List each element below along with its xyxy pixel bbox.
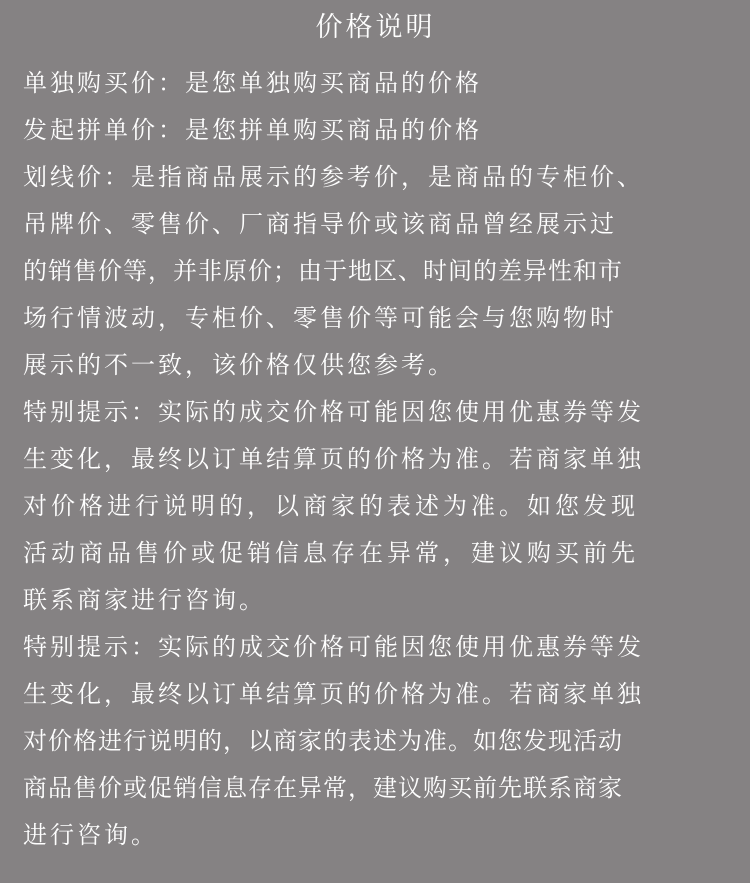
paragraph-line: 对价格进行说明的，以商家的表述为准。如您发现活动: [23, 727, 623, 755]
paragraph-line: 进行咨询。: [23, 821, 158, 849]
paragraph-line-group-buy: 发起拼单价：是您拼单购买商品的价格: [23, 116, 482, 144]
paragraph-line: 特别提示：实际的成交价格可能因您使用优惠券等发: [23, 633, 644, 661]
paragraph-line: 的销售价等，并非原价；由于地区、时间的差异性和市: [23, 257, 623, 285]
paragraph-line: 对价格进行说明的，以商家的表述为准。如您发现: [23, 492, 639, 520]
paragraph-line-single-buy: 单独购买价：是您单独购买商品的价格: [23, 69, 482, 97]
paragraph-line: 展示的不一致，该价格仅供您参考。: [23, 351, 455, 379]
paragraph-line: 场行情波动，专柜价、零售价等可能会与您购物时: [23, 304, 617, 332]
paragraph-line: 商品售价或促销信息存在异常，建议购买前先联系商家: [23, 774, 623, 802]
page-title: 价格说明: [315, 12, 436, 43]
paragraph-line: 生变化，最终以订单结算页的价格为准。若商家单独: [23, 445, 644, 473]
paragraph-line: 联系商家进行咨询。: [23, 586, 266, 614]
paragraph-line: 生变化，最终以订单结算页的价格为准。若商家单独: [23, 680, 644, 708]
paragraph-line: 吊牌价、零售价、厂商指导价或该商品曾经展示过: [23, 210, 617, 238]
paragraph-line: 划线价：是指商品展示的参考价，是商品的专柜价、: [23, 163, 644, 191]
paragraph-line: 特别提示：实际的成交价格可能因您使用优惠券等发: [23, 398, 644, 426]
paragraph-line: 活动商品售价或促销信息存在异常，建议购买前先: [23, 539, 639, 567]
